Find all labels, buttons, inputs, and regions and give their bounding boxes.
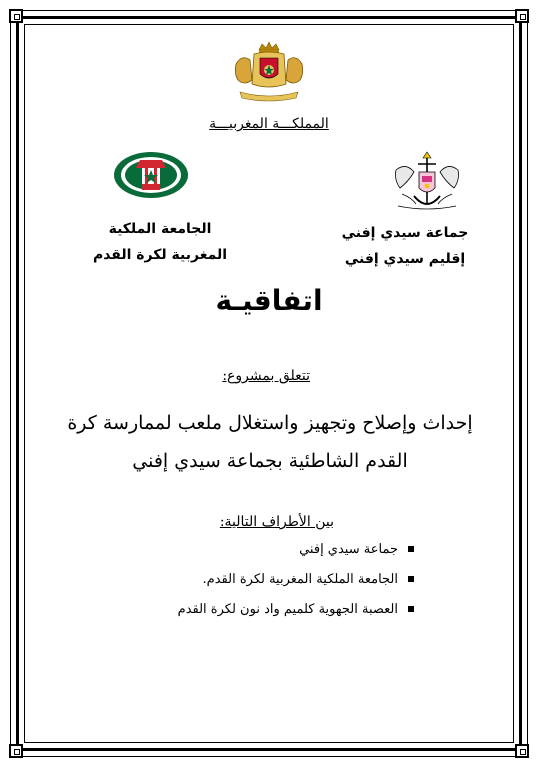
project-line2: القدم الشاطئية بجماعة سيدي إفني xyxy=(132,450,408,472)
project-description xyxy=(40,404,500,480)
kingdom-heading: المملكـــة المغربيـــة xyxy=(209,116,329,132)
frmf-name xyxy=(90,216,230,268)
frmf-logo-icon xyxy=(112,150,190,200)
moroccan-coat-of-arms-icon xyxy=(226,40,312,106)
parties-list xyxy=(178,538,414,628)
commune-name-line1: جماعة سيدي إفني xyxy=(341,225,469,241)
square-bullet-icon xyxy=(408,606,414,612)
list-item xyxy=(178,568,414,598)
party-name: الجامعة الملكية المغربية لكرة القدم. xyxy=(202,572,398,587)
party-name: العصبة الجهوية كلميم واد نون لكرة القدم xyxy=(177,602,398,617)
party-name: جماعة سيدي إفني xyxy=(299,542,398,557)
document-title: اتفاقيـة xyxy=(215,284,323,317)
commune-name xyxy=(330,220,480,272)
subject-label: تتعلق بمشروع: xyxy=(222,368,310,384)
square-bullet-icon xyxy=(408,546,414,552)
sidi-ifni-city-emblem-icon xyxy=(388,148,466,214)
project-line1: إحداث وإصلاح وتجهيز واستغلال ملعب لممارسة كرة xyxy=(67,412,473,434)
border-corner-ornament xyxy=(515,744,529,758)
list-item xyxy=(178,598,414,628)
parties-label: بين الأطراف التالية: xyxy=(219,514,334,530)
border-corner-ornament xyxy=(9,744,23,758)
border-corner-ornament xyxy=(9,9,23,23)
province-name-line2: إقليم سيدي إفني xyxy=(344,251,466,267)
square-bullet-icon xyxy=(408,576,414,582)
list-item xyxy=(178,538,414,568)
frmf-name-line1: الجامعة الملكية xyxy=(108,221,212,237)
frmf-name-line2: المغربية لكرة القدم xyxy=(92,247,228,263)
border-corner-ornament xyxy=(515,9,529,23)
